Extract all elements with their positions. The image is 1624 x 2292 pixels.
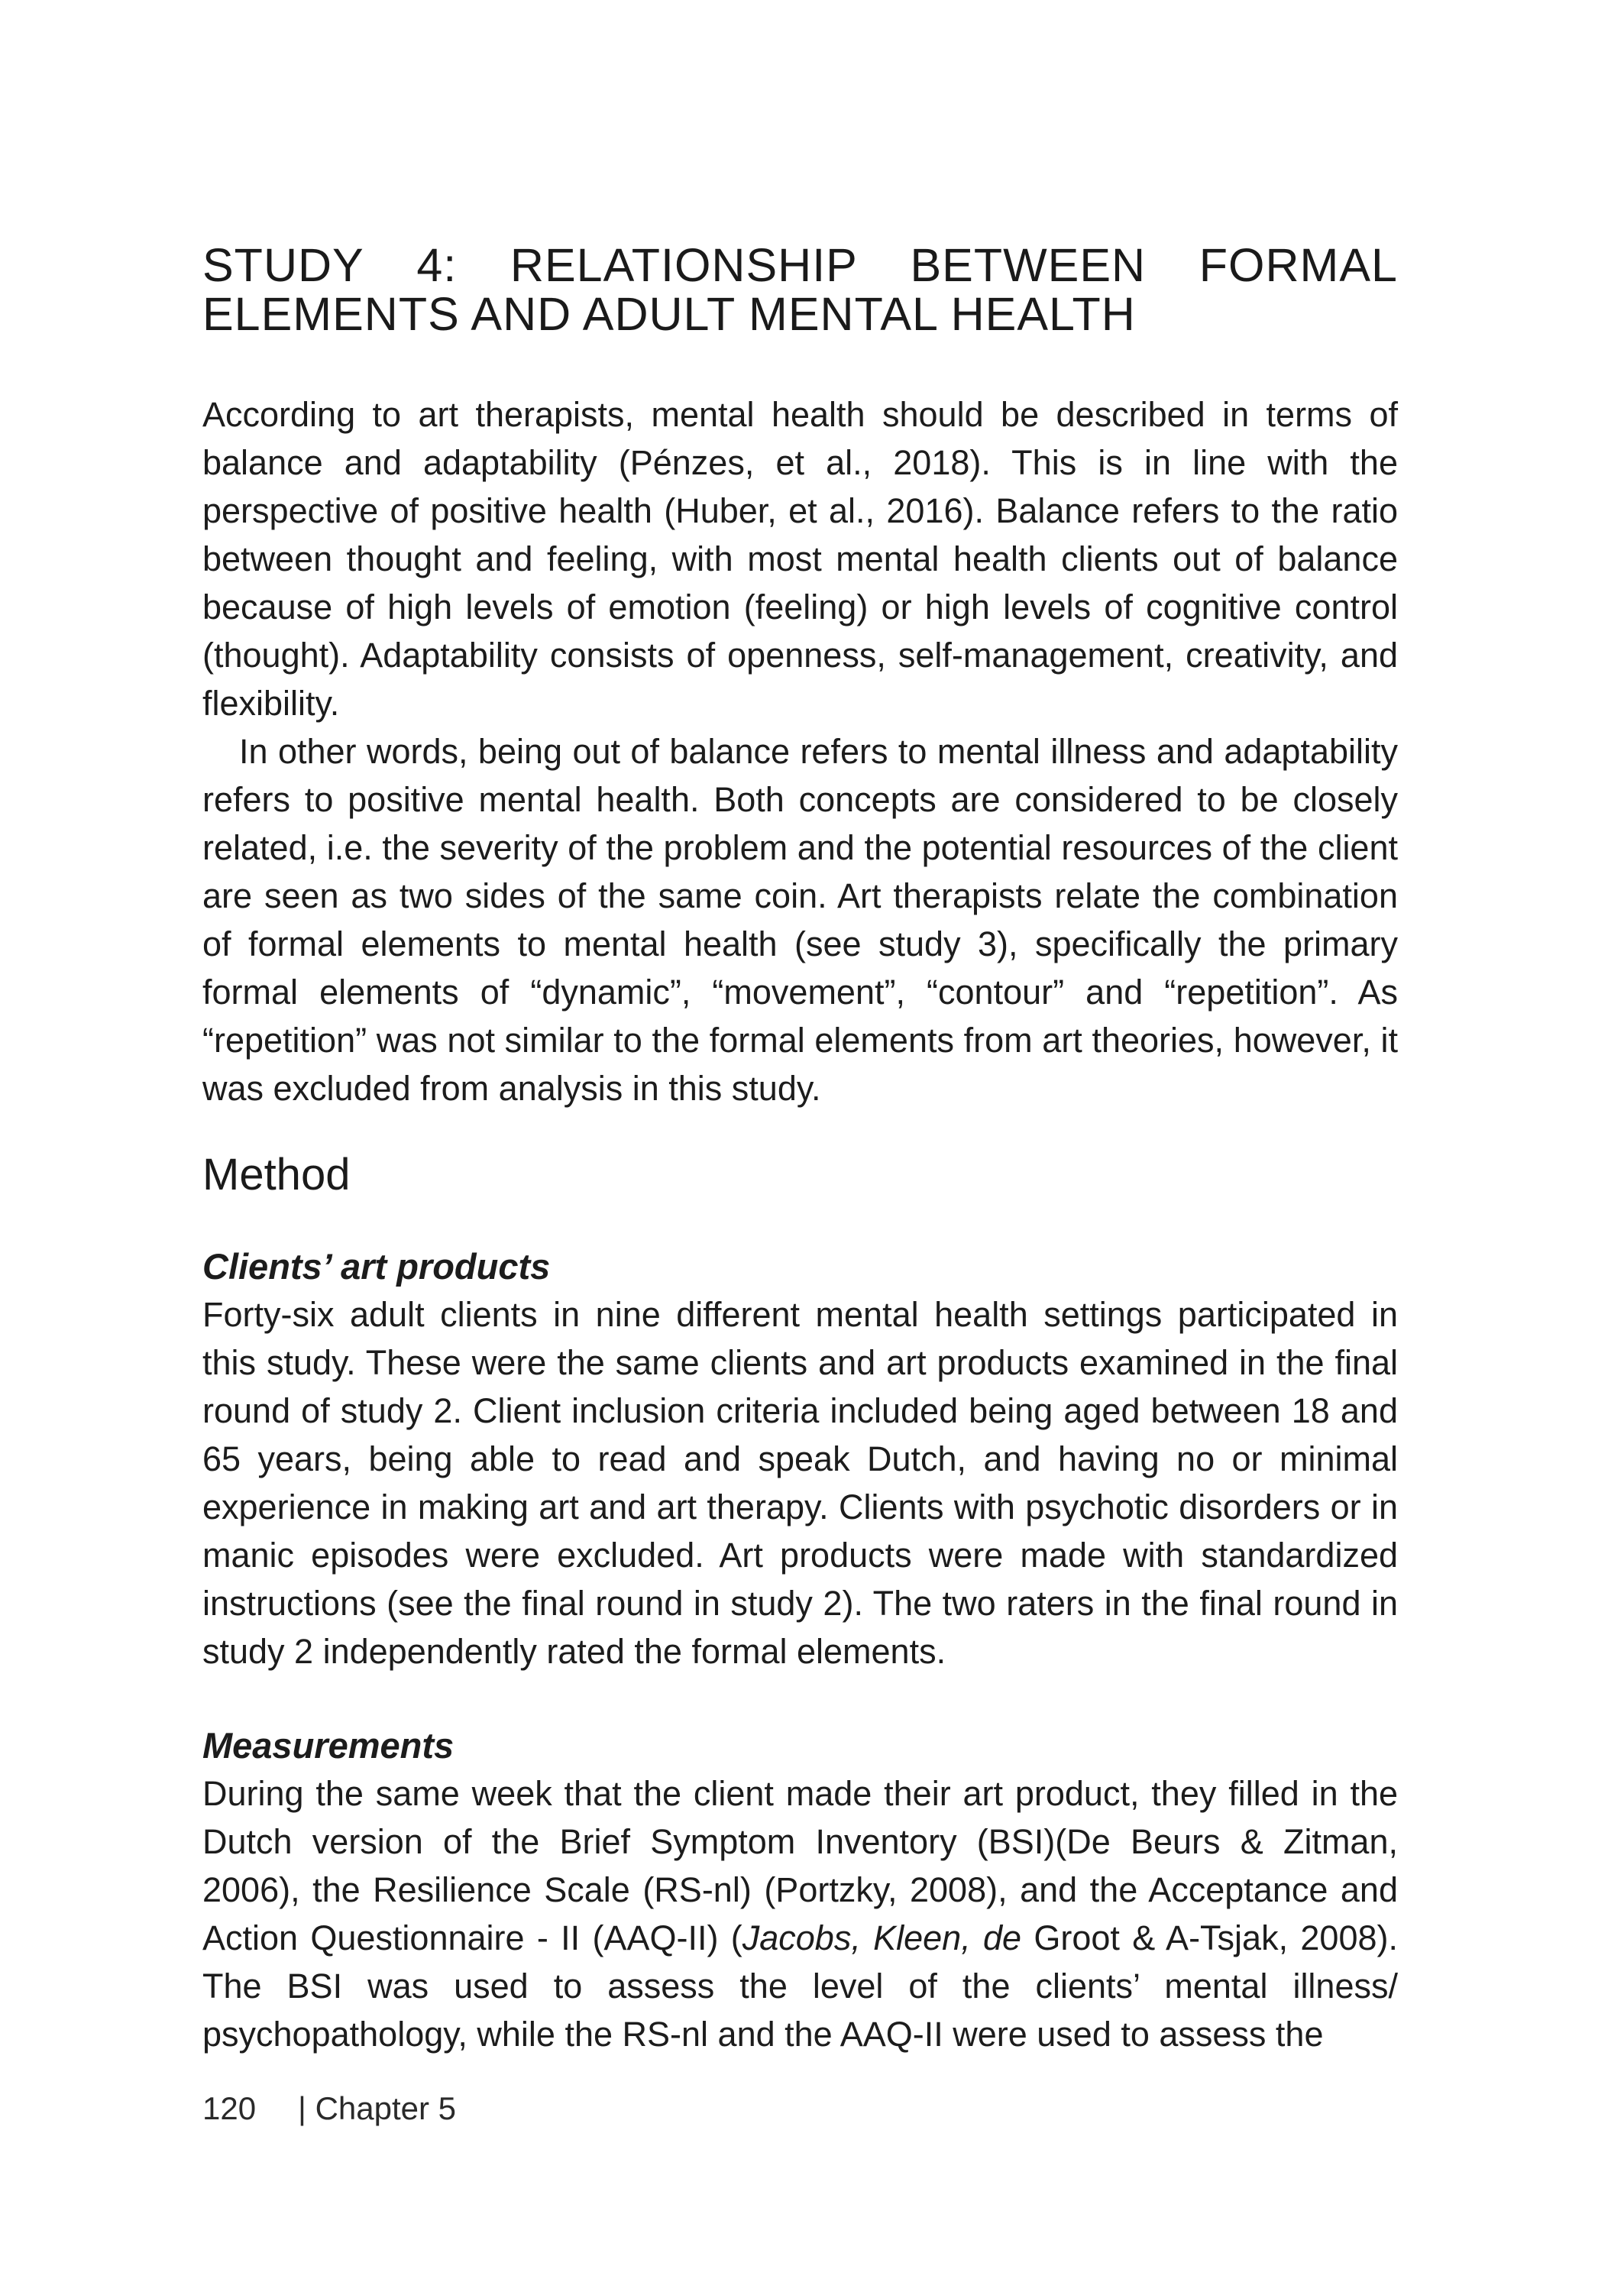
clients-paragraph: Forty-six adult clients in nine different mental health settings participated in this study. These were the same clients and art products examined in the final round of study 2. Client inclusion criteria included being aged between 18 and 65 years, being able to read and speak Dutch, and having no or minimal experience in making art and art therapy. Clients with psychotic disorders or in manic episodes were excluded. Art products were made with standardized instructions (see the final round in study 2). The two raters in the final round in study 2 independently rated the formal elements.: [202, 1295, 1398, 1671]
clients-subheading: Clients’ art products: [202, 1246, 551, 1287]
page-footer: [202, 2090, 456, 2128]
method-heading: Method: [202, 1150, 351, 1199]
measurements-text-b: Groot & A-Tsjak, 2008). The BSI was used to assess the level of the clients’ mental illness/ psychopathology, while the RS-nl and the AAQ-II were used to assess the: [202, 1918, 1398, 2054]
measurements-text-a: During the same week that the client made their art product, they filled in the Dutch version of the Brief Symptom Inventory (BSI)(De Beurs & Zitman, 2006), the Resilience Scale (RS-nl) (Portzky, 2008), and the Acceptance and Action Questionnaire - II (AAQ-II) (: [202, 1774, 1398, 1957]
page-number: 120: [202, 2090, 257, 2126]
measurements-subheading: Measurements: [202, 1725, 455, 1766]
page-content: [202, 241, 1398, 2058]
title-line-2: ELEMENTS AND ADULT MENTAL HEALTH: [202, 288, 1136, 340]
title-line-1: STUDY 4: RELATIONSHIP BETWEEN FORMAL: [202, 239, 1398, 291]
intro-paragraph-1: According to art therapists, mental health should be described in terms of balance and adaptability (Pénzes, et al., 2018). This is in line with the perspective of positive health (Huber, et al., 2016). Balance refers to the ratio between thought and feeling, with most mental health clients out of balance because of high levels of emotion (feeling) or high levels of cognitive control (thought). Adaptability consists of openness, self-management, creativity, and flexibility.: [202, 395, 1398, 723]
chapter-label: | Chapter 5: [298, 2090, 457, 2126]
measurements-text-italic: Jacobs, Kleen, de: [742, 1918, 1022, 1957]
measurements-paragraph: [202, 1769, 1398, 2058]
page-title: [202, 241, 1398, 338]
intro-paragraph-2: In other words, being out of balance refers to mental illness and adaptability refers to positive mental health. Both concepts are considered to be closely related, i.e. the severity of the problem and the potential resources of the client are seen as two sides of the same coin. Art therapists relate the combination of formal elements to mental health (see study 3), specifically the primary formal elements of “dynamic”, “movement”, “contour” and “repetition”. As “repetition” was not similar to the formal elements from art theories, however, it was excluded from analysis in this study.: [202, 732, 1398, 1108]
